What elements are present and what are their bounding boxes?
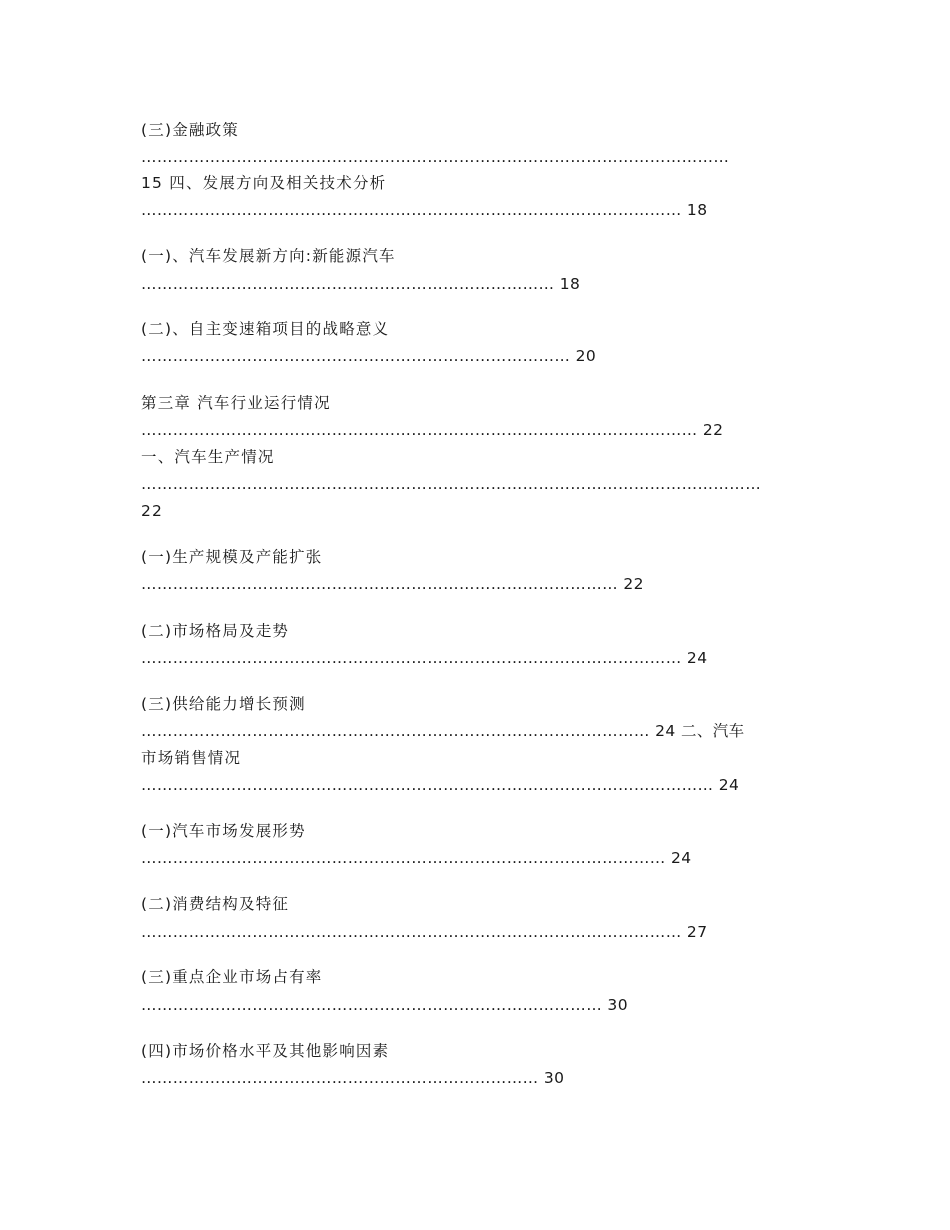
toc-entry-title: (二)消费结构及特征 <box>141 895 290 913</box>
toc-entry-leader: ………………………………………………………………………………………… 27 <box>141 923 708 941</box>
toc-entry-leader: …………………………………………………………………………………… 24 二、汽车 <box>141 722 745 740</box>
toc-entry-page: 22 <box>141 502 164 520</box>
toc-entry-title: (一)、汽车发展新方向:新能源汽车 <box>141 247 396 265</box>
toc-entry-leader: ……………………………………………………………………………………………………… <box>141 475 762 493</box>
toc-entry-leader: …………………………………………………………………………… 30 <box>141 996 628 1014</box>
toc-entry-title: 市场销售情况 <box>141 749 242 767</box>
toc-entry-title: 第三章 汽车行业运行情况 <box>141 394 331 412</box>
toc-entry-title: (四)市场价格水平及其他影响因素 <box>141 1042 390 1060</box>
toc-entry-title: (二)市场格局及走势 <box>141 622 290 640</box>
toc-entry-leader: ……………………………………………………………………………………… 24 <box>141 849 692 867</box>
toc-entry-leader: ……………………………………………………………………… 20 <box>141 347 597 365</box>
toc-entry-leader: ……………………………………………………………………………… 22 <box>141 575 644 593</box>
toc-entry-title: (一)生产规模及产能扩张 <box>141 548 323 566</box>
toc-entry-leader: ………………………………………………………………………………………… 18 <box>141 201 708 219</box>
toc-entry-leader: ………………………………………………………………………………………… 24 <box>141 649 708 667</box>
toc-entry-leader: ………………………………………………………………………………………………… <box>141 148 730 166</box>
toc-entry-title: 一、汽车生产情况 <box>141 448 275 466</box>
toc-entry-title: (三)供给能力增长预测 <box>141 695 306 713</box>
toc-entry-leader: ………………………………………………………………… 30 <box>141 1069 565 1087</box>
toc-entry-title: (二)、自主变速箱项目的战略意义 <box>141 320 390 338</box>
toc-entry-title: 15 四、发展方向及相关技术分析 <box>141 174 387 192</box>
toc-entry-title: (一)汽车市场发展形势 <box>141 822 306 840</box>
toc-entry-leader: …………………………………………………………………………………………… 22 <box>141 421 724 439</box>
toc-entry-leader: ……………………………………………………………………………………………… 24 <box>141 776 740 794</box>
toc-entry-title: (三)重点企业市场占有率 <box>141 968 323 986</box>
toc-entry-title: (三)金融政策 <box>141 121 239 139</box>
toc-entry-leader: …………………………………………………………………… 18 <box>141 275 581 293</box>
